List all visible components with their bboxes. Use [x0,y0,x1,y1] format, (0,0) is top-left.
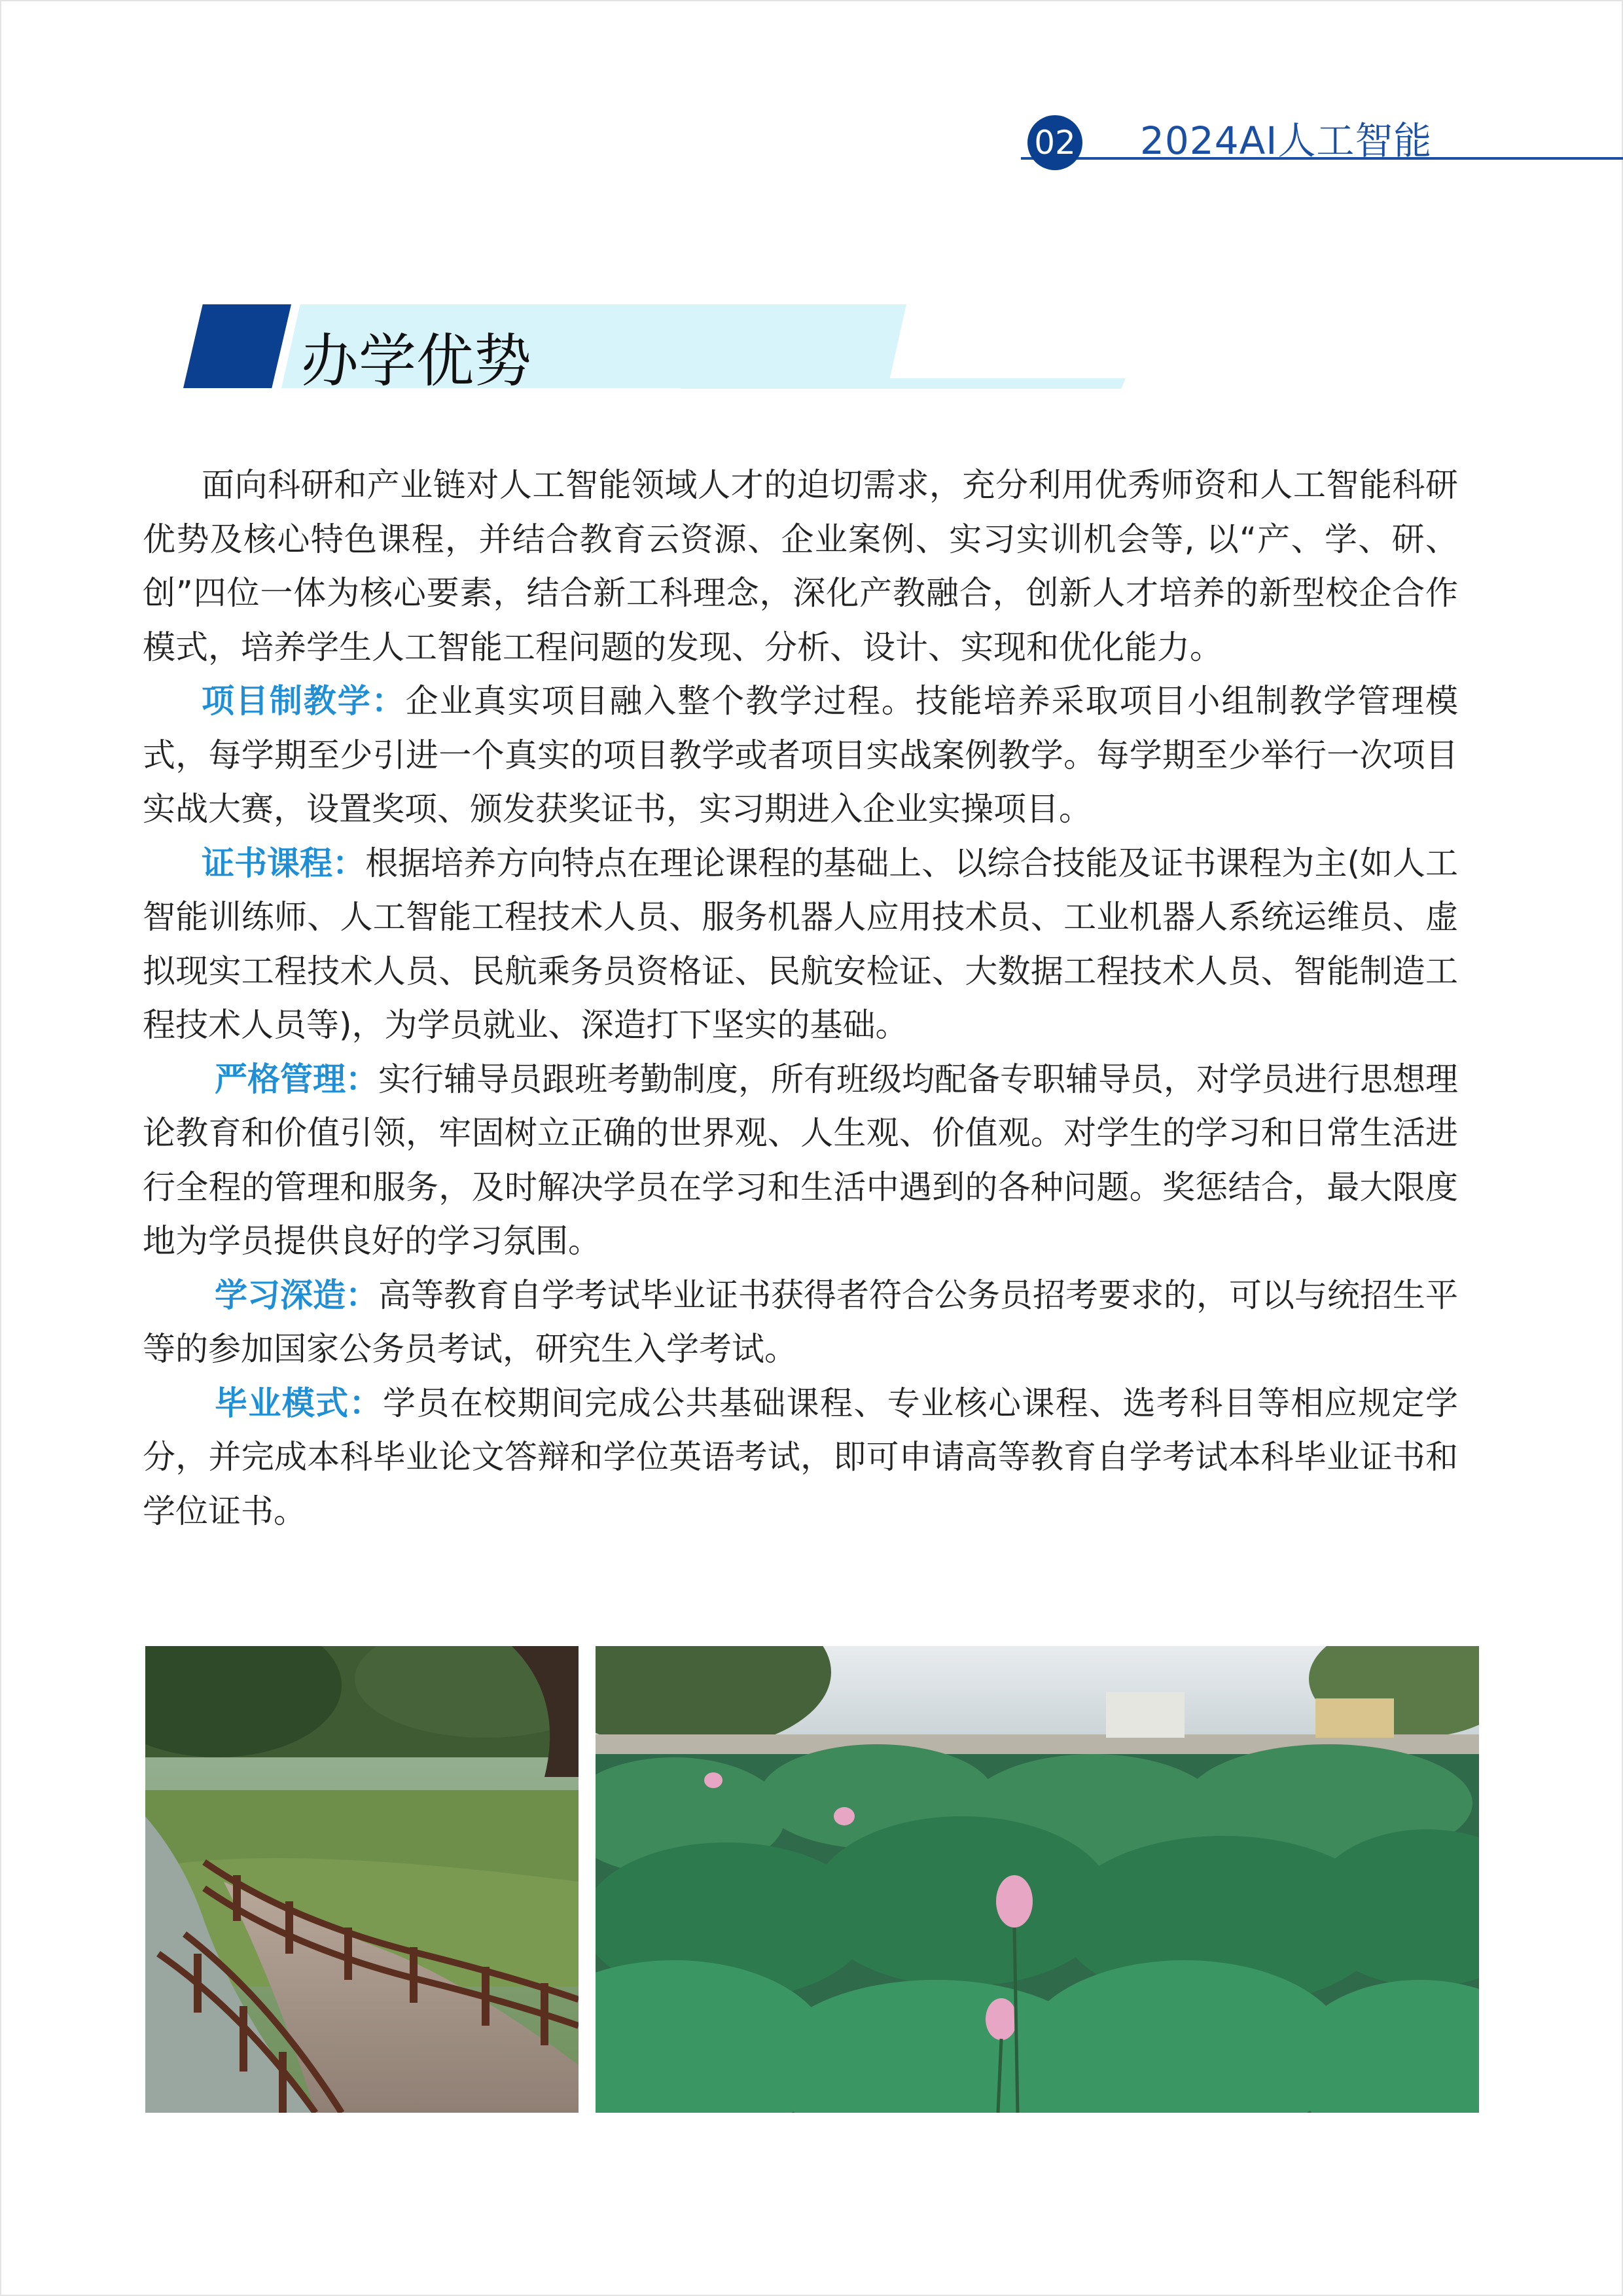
advantage-label: 毕业模式： [215,1384,383,1422]
advantage-label: 严格管理： [215,1060,378,1098]
advantage-text: 实行辅导员跟班考勤制度，所有班级均配备专职辅导员，对学员进行思想理论教育和价值引领，牢固树立正确的世界观、人生观、价值观。对学生的学习和日常生活进行全程的管理和服务，及时解决学员在学习和生活中遇到的各种问题。奖惩结合，最大限度地为学员提供良好的学习氛围。 [143,1060,1458,1260]
advantage-paragraph-project [143,674,1458,836]
advantage-paragraph-graduation [143,1376,1458,1539]
advantage-text: 企业真实项目融入整个教学过程。技能培养采取项目小组制教学管理模式，每学期至少引进一个真实的项目教学或者项目实战案例教学。每学期至少举行一次项目实战大赛，设置奖项、颁发获奖证书，实习期进入企业实操项目。 [143,682,1459,828]
page-number-badge: 02 [1027,115,1082,170]
advantage-text: 学员在校期间完成公共基础课程、专业核心课程、选考科目等相应规定学分，并完成本科毕业论文答辩和学位英语考试，即可申请高等教育自学考试本科毕业证书和学位证书。 [143,1384,1459,1530]
advantage-label: 项目制教学： [202,682,406,720]
advantage-text: 根据培养方向特点在理论课程的基础上、以综合技能及证书课程为主(如人工智能训练师、人工智能工程技术人员、服务机器人应用技术员、工业机器人系统运维员、虚拟现实工程技术人员、民航乘务员资格证、民航安检证、大数据工程技术人员、智能制造工程技术人员等)，为学员就业、深造打下坚实的基础。 [143,844,1459,1044]
advantage-text: 高等教育自学考试毕业证书获得者符合公务员招考要求的，可以与统招生平等的参加国家公务员考试，研究生入学考试。 [143,1276,1458,1368]
intro-paragraph: 面向科研和产业链对人工智能领域人才的迫切需求，充分利用优秀师资和人工智能科研优势及核心特色课程，并结合教育云资源、企业案例、实习实训机会等, 以“产、学、研、创”四位一体为核心要素，结合新工科理念，深化产教融合，创新人才培养的新型校企合作模式，培养学生人工智能工程问题的发现、分析、设计、实现和优化能力。 [143,466,1458,666]
title-band-dark [183,304,291,388]
boardwalk-photo [145,1646,579,2113]
advantage-label: 证书课程： [202,844,366,882]
advantage-label: 学习深造： [215,1276,378,1314]
section-title: 办学优势 [301,327,532,395]
body-text [143,458,1458,1538]
advantage-paragraph-management [143,1052,1458,1268]
advantage-paragraph-study [143,1268,1458,1376]
advantage-paragraph-certificate [143,836,1458,1052]
title-band-tail [681,378,1126,389]
header-title: 2024AI人工智能 [1140,118,1433,163]
section-title-banner [183,301,1126,393]
lotus-pond-photo [596,1646,1479,2113]
